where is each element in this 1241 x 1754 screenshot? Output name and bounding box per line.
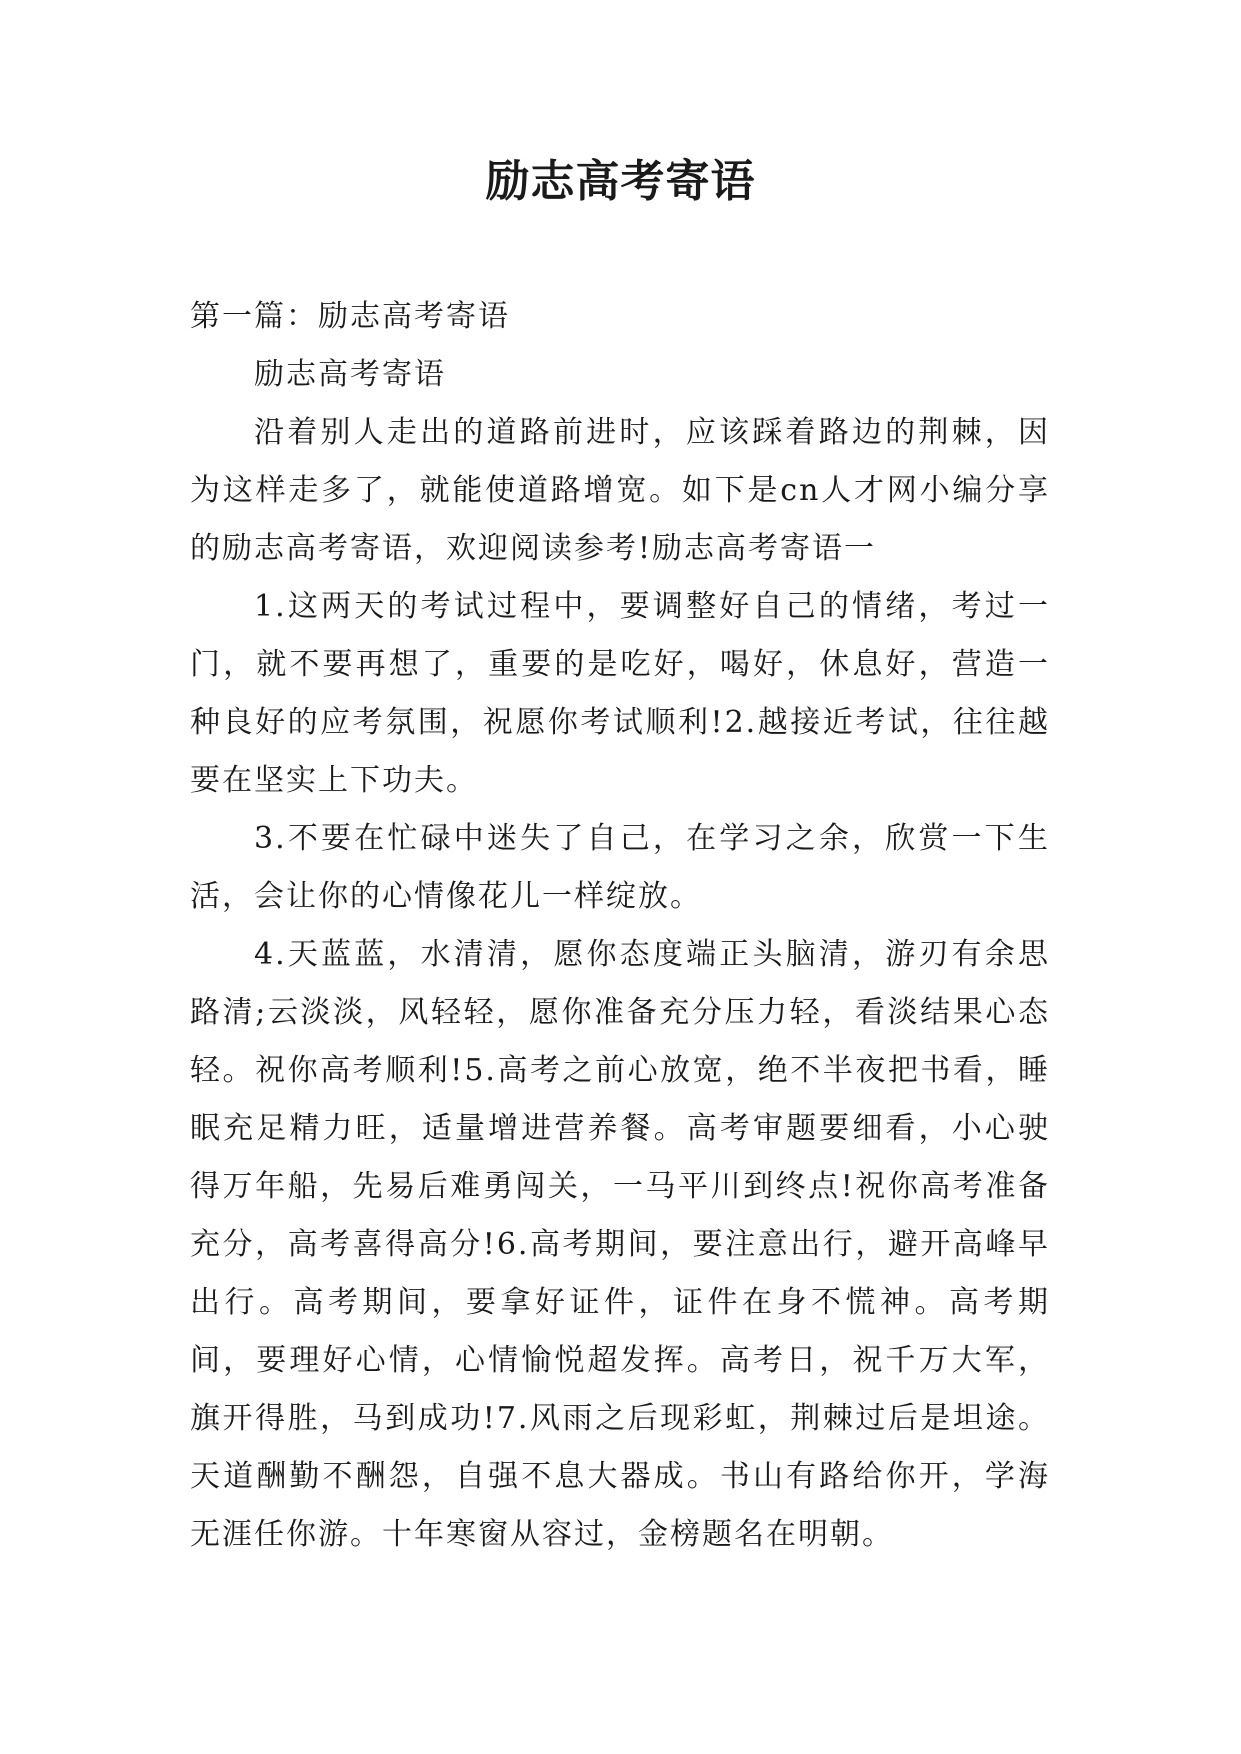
paragraph-tips-4-7: 4.天蓝蓝，水清清，愿你态度端正头脑清，游刃有余思路清;云淡淡，风轻轻，愿你准备充分压力轻，看淡结果心态轻。祝你高考顺利!5.高考之前心放宽，绝不半夜把书看，睡眠充足精力旺，适量增进营养餐。高考审题要细看，小心驶得万年船，先易后难勇闯关，一马平川到终点!祝你高考准备充分，高考喜得高分!6.高考期间，要注意出行，避开高峰早出行。高考期间，要拿好证件，证件在身不慌神。高考期间，要理好心情，心情愉悦超发挥。高考日，祝千万大军，旗开得胜，马到成功!7.风雨之后现彩虹，荆棘过后是坦途。天道酬勤不酬怨，自强不息大器成。书山有路给你开，学海无涯任你游。十年寒窗从容过，金榜题名在明朝。: [190, 937, 1050, 1552]
section-heading: 第一篇：励志高考寄语: [190, 299, 510, 334]
paragraph-subtitle: 励志高考寄语: [254, 357, 446, 392]
paragraph-tips-1-2: 1.这两天的考试过程中，要调整好自己的情绪，考过一门，就不要再想了，重要的是吃好，喝好，休息好，营造一种良好的应考氛围，祝愿你考试顺利!2.越接近考试，往往越要在坚实上下功夫。: [190, 589, 1050, 798]
document-body: [190, 288, 1050, 1564]
paragraph-tip-3: 3.不要在忙碌中迷失了自己，在学习之余，欣赏一下生活，会让你的心情像花儿一样绽放。: [190, 821, 1050, 914]
document-title: 励志高考寄语: [485, 156, 756, 207]
paragraph-intro: 沿着别人走出的道路前进时，应该踩着路边的荆棘，因为这样走多了，就能使道路增宽。如下是cn人才网小编分享的励志高考寄语，欢迎阅读参考!励志高考寄语一: [190, 415, 1050, 566]
